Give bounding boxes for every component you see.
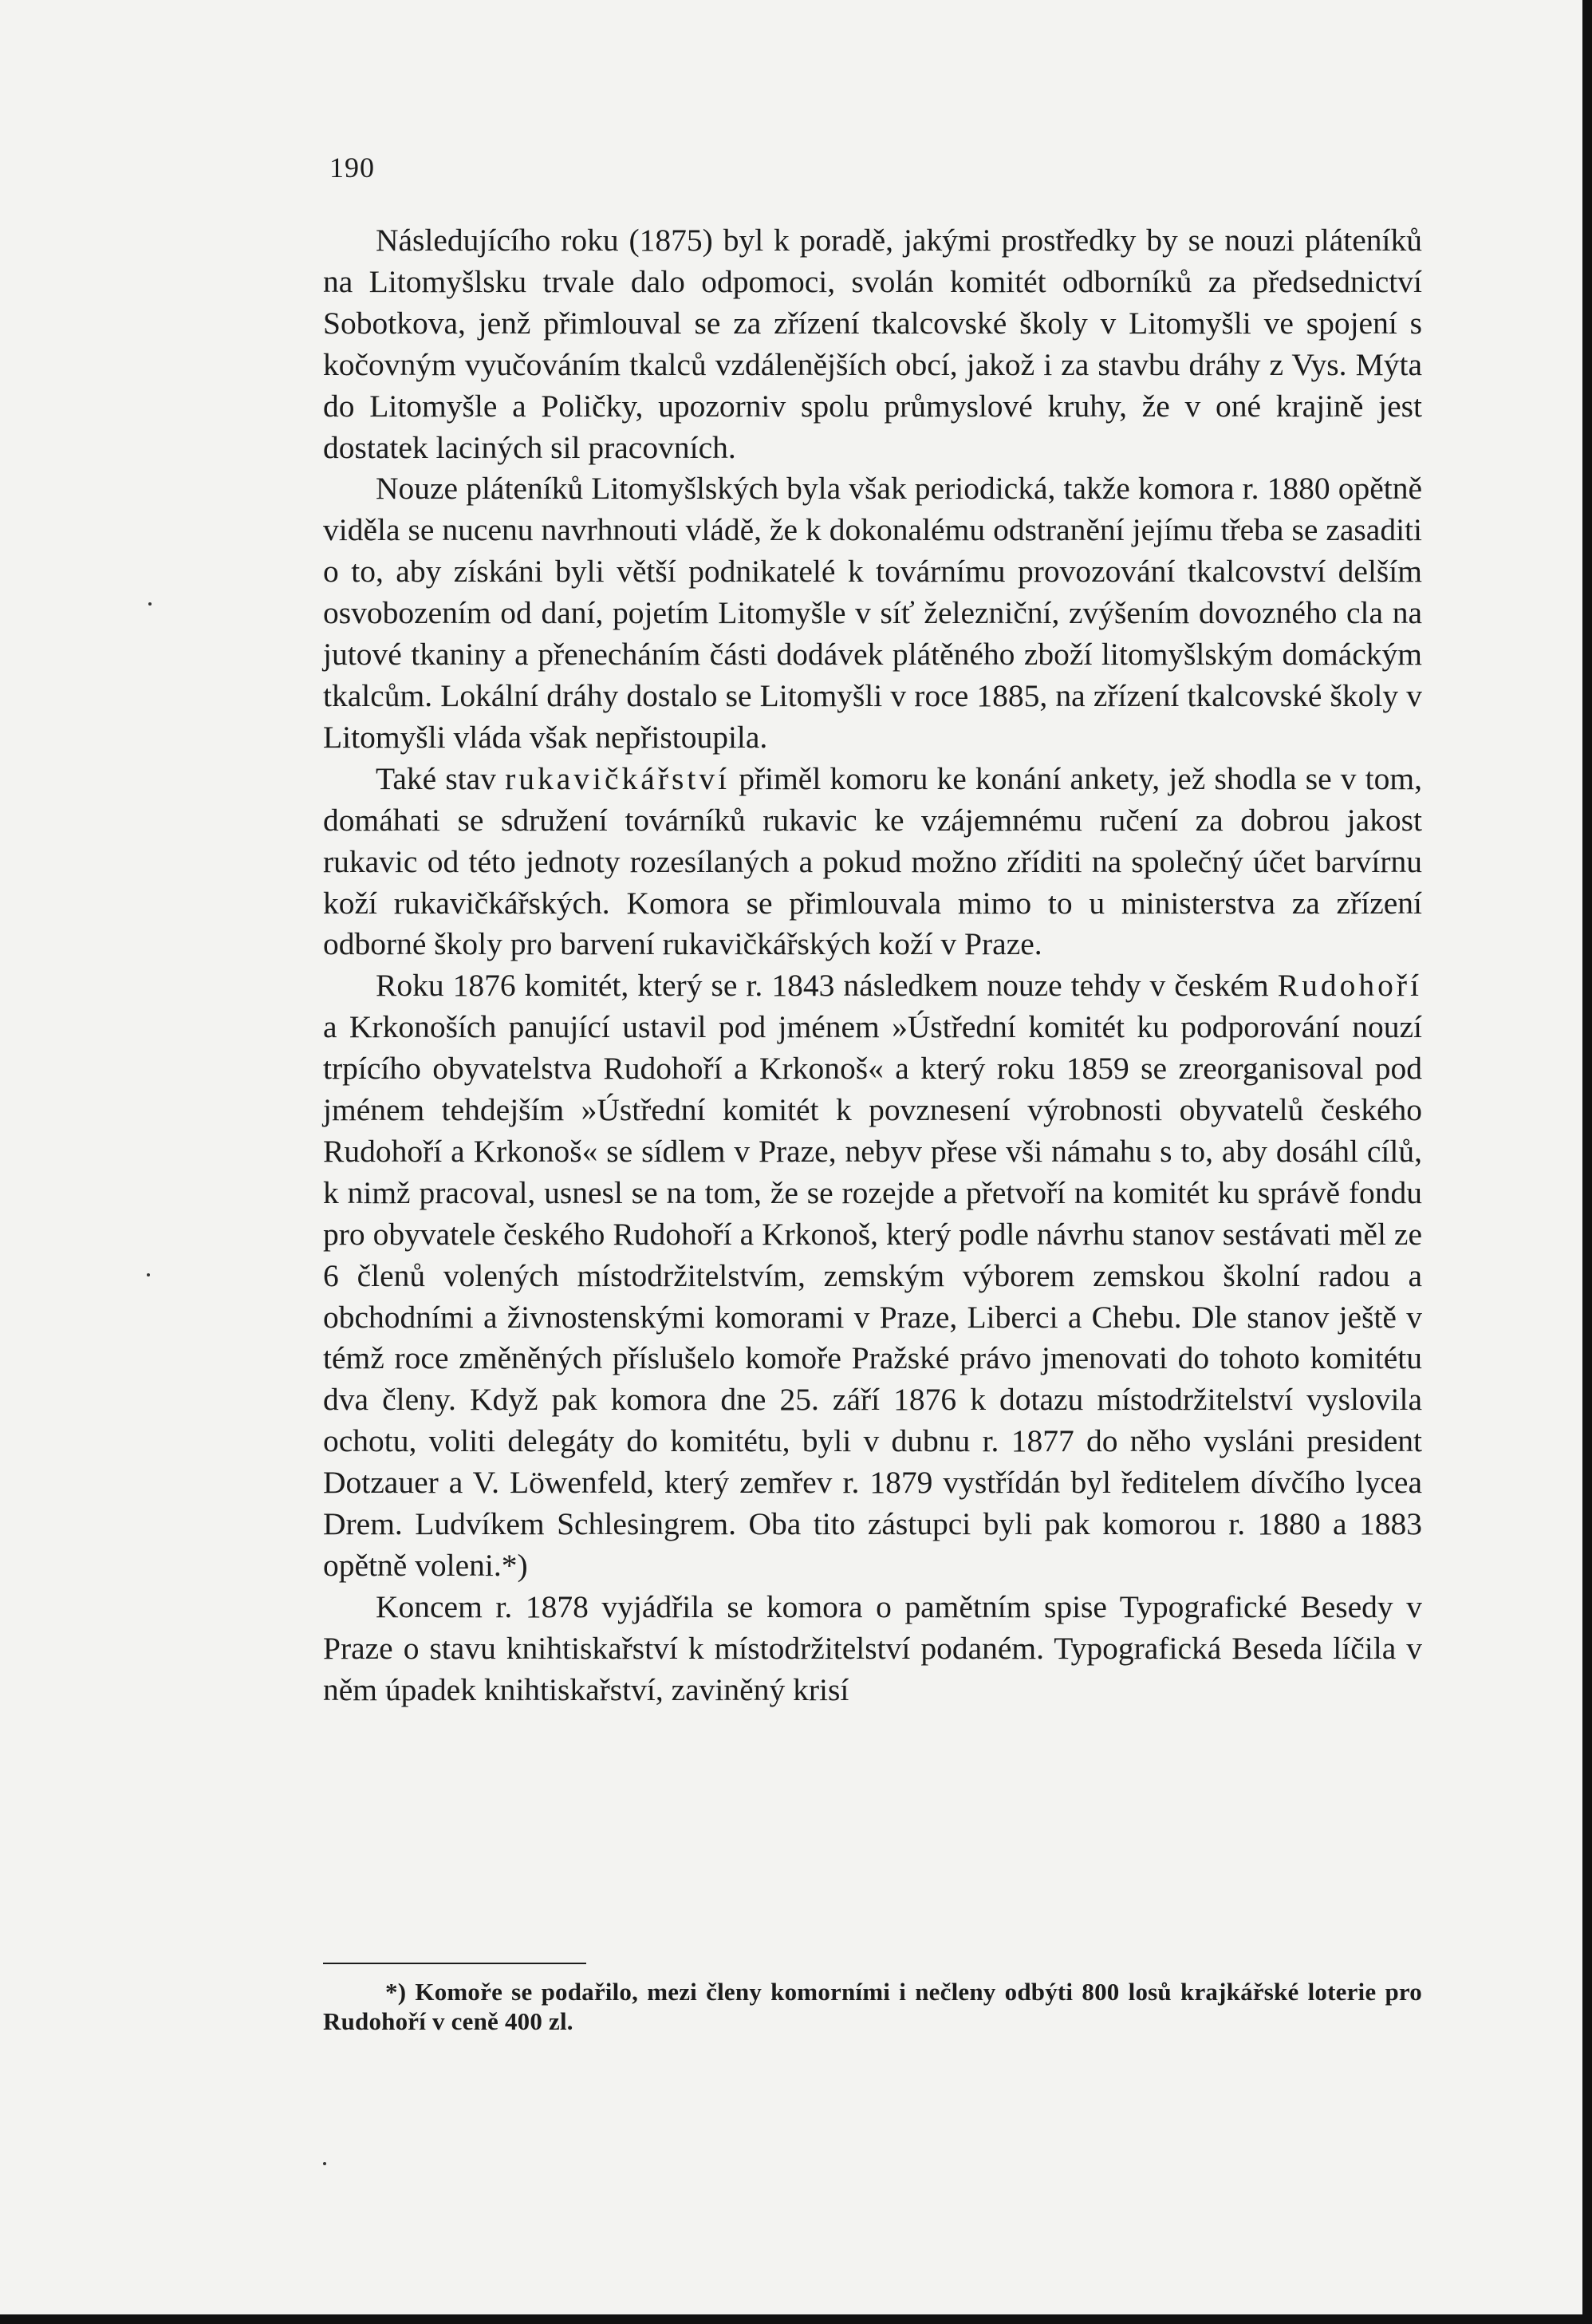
paragraph-3-text-after: přiměl komoru ke konání ankety, jež shodla se v tom, domáhati se sdružení továrníků rukavic ke vzájemnému ručení za dobrou jakost rukavic od této jednoty rozesílaných a pokud možno zříditi na společný účet barvírnu koží rukavičkářských. Komora se přimlouvala mimo to u ministerstva za zřízení odborné školy pro barvení rukavičkářských koží v Praze.: [323, 760, 1422, 962]
paragraph-4-text-before: Roku 1876 komitét, který se r. 1843 následkem nouze tehdy v českém: [376, 968, 1278, 1004]
emphasis-rukavickarstvi: rukavičkářství: [505, 760, 731, 796]
paragraph-3: [323, 759, 1422, 966]
footnote: [323, 1977, 1422, 2036]
footnote-rule: [323, 1963, 586, 1964]
paragraph-5: Koncem r. 1878 vyjádřila se komora o pamětním spise Typografické Besedy v Praze o stavu knihtiskařství k místodržitelství podaném. Typografická Beseda líčila v něm úpadek knihtiskařství, zaviněný krisí: [323, 1588, 1422, 1707]
scan-speck: [147, 1273, 150, 1276]
paragraph-4: [323, 965, 1422, 1587]
scan-speck: [148, 602, 152, 606]
page-number: 190: [329, 152, 375, 183]
body-text: [323, 220, 1422, 1711]
footnote-text: *) Komoře se podařilo, mezi členy komorními i nečleny odbýti 800 losů krajkářské loterie pro Rudohoří v ceně 400 zl.: [323, 1978, 1422, 2035]
paragraph-3-text-before: Také stav: [376, 760, 506, 796]
paragraph-2: Nouze pláteníků Litomyšlských byla však periodická, takže komora r. 1880 opětně viděla se nucenu navrhnouti vládě, že k dokonalému odstranění jejímu třeba se zasaditi o to, aby získáni byli větší podnikatelé k továrnímu provozování tkalcovství delším osvobozením od daní, pojetím Litomyšle v síť železniční, zvýšením dovozného cla na jutové tkaniny a přenecháním části dodávek plátěného zboží litomyšlským domáckým tkalcům. Lokální dráhy dostalo se Litomyšli v roce 1885, na zřízení tkalcovské školy v Litomyšli vláda však nepřistoupila.: [323, 471, 1422, 755]
paragraph-4-text-after: a Krkonoších panující ustavil pod jménem »Ústřední komitét ku podporování nouzí trpícího obyvatelstva Rudohoří a Krkonoš« a který roku 1859 se zreorganisoval pod jménem tehdejším »Ústřední komitét k povznesení výrobnosti obyvatelů českého Rudohoří a Krkonoš« se sídlem v Praze, nebyv přese vši námahu s to, aby dosáhl cílů, k nimž pracoval, usnesl se na tom, že se rozejde a přetvoří na komitét ku správě fondu pro obyvatele českého Rudohoří a Krkonoš, který podle návrhu stanov sestávati měl ze 6 členů volených místodržitelstvím, zemským výborem zemskou školní radou a obchodními a živnostenskými komorami v Praze, Liberci a Chebu. Dle stanov ještě v témž roce změněných příslušelo komoře Pražské právo jmenovati do tohoto komitétu dva členy. Když pak komora dne 25. září 1876 k dotazu místodržitelství vyslovila ochotu, voliti delegáty do komitétu, byli v dubnu r. 1877 do něho vysláni president Dotzauer a V. Löwenfeld, který zemřev r. 1879 vystřídán byl ředitelem dívčího lycea Drem. Ludvíkem Schlesingrem. Oba tito zástupci byli pak komorou r. 1880 a 1883 opětně voleni.*): [323, 1009, 1422, 1583]
emphasis-rudohori: Rudohoří: [1277, 968, 1422, 1004]
scan-speck: [323, 2162, 326, 2165]
paragraph-1: Následujícího roku (1875) byl k poradě, jakými prostředky by se nouzi pláteníků na Litomyšlsku trvale dalo odpomoci, svolán komitét odborníků za předsednictví Sobotkova, jenž přimlouval se za zřízení tkalcovské školy v Litomyšli ve spojení s kočovným vyučováním tkalců vzdálenějších obcí, jakož i za stavbu dráhy z Vys. Mýta do Litomyšle a Poličky, upozorniv spolu průmyslové kruhy, že v oné krajině jest dostatek laciných sil pracovních.: [323, 223, 1422, 465]
